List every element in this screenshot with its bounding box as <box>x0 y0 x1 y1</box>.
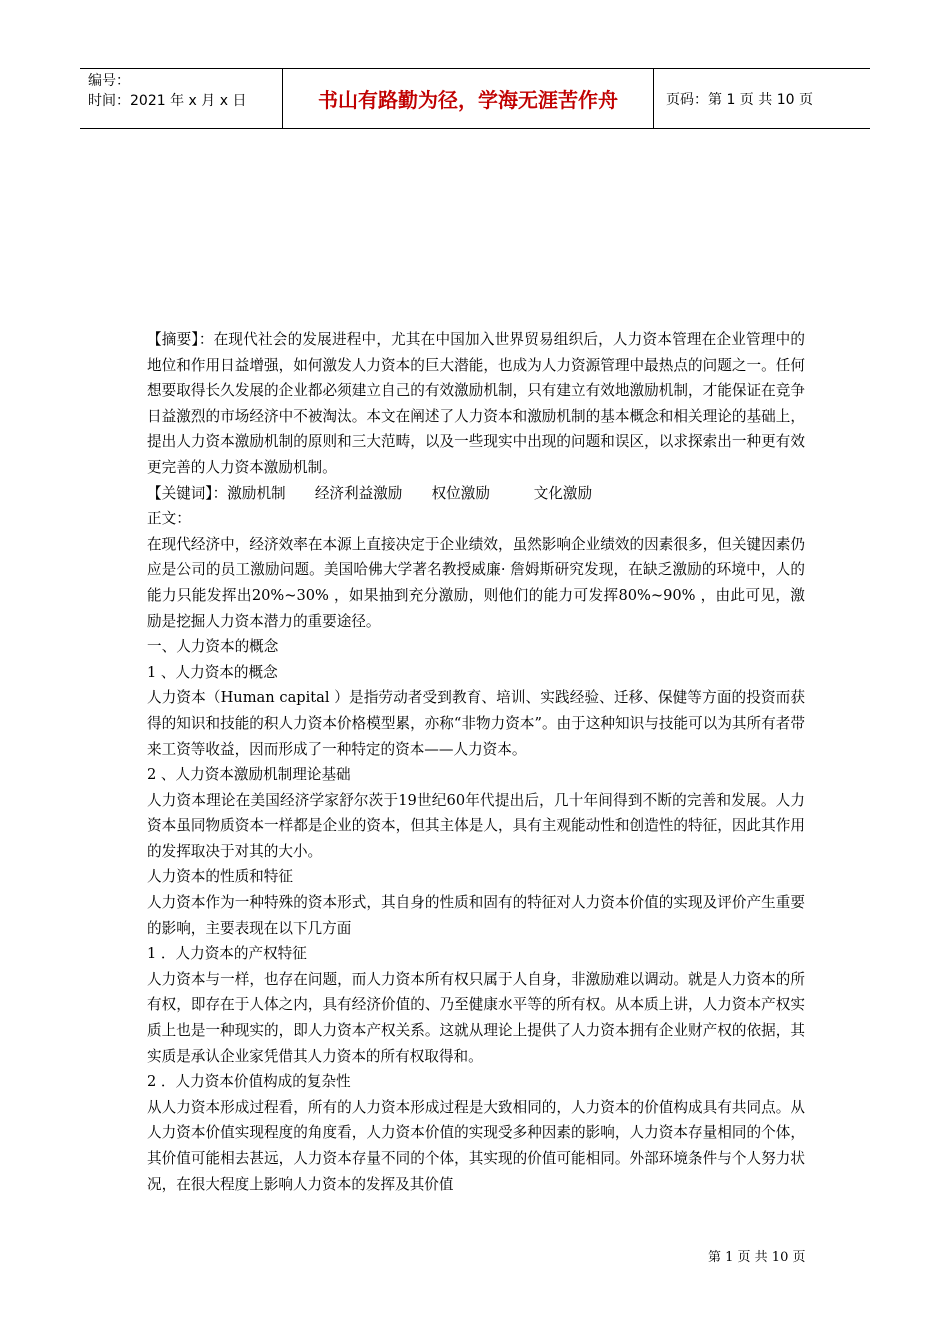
body-paragraph: 人力资本理论在美国经济学家舒尔茨于19世纪60年代提出后，几十年间得到不断的完善和发展。人力资本虽同物质资本一样都是企业的资本，但其主体是人，具有主观能动性和创造性的特征，因此其作用的发挥取决于对其的大小。 <box>147 791 805 860</box>
subsection-heading: 1 ．人力资本的产权特征 <box>147 945 307 963</box>
abstract-paragraph: 【摘要】：在现代社会的发展进程中，尤其在中国加入世界贸易组织后，人力资本管理在企业管理中的地位和作用日益增强，如何激发人力资本的巨大潜能，也成为人力资源管理中最热点的问题之一。任何想要取得长久发展的企业都必须建立自己的有效激励机制，只有建立有效地激励机制，才能保证在竞争日益激烈的市场经济中不被淘汰。本文在阐述了人力资本和激励机制的基本概念和相关理论的基础上，提出人力资本激励机制的原则和三大范畴，以及一些现实中出现的问题和误区，以求探索出一种更有效更完善的人力资本激励机制。 <box>147 331 805 476</box>
header-meta <box>80 69 282 128</box>
body-paragraph: 人力资本与一样，也存在问题，而人力资本所有权只属于人自身，非激励难以调动。就是人力资本的所有权，即存在于人体之内，具有经济价值的、乃至健康水平等的所有权。从本质上讲，人力资本产权实质上也是一种现实的，即人力资本产权关系。这就从理论上提供了人力资本拥有企业财产权的依据，其实质是承认企业家凭借其人力资本的所有权取得和。 <box>147 970 805 1065</box>
header-motto: 书山有路勤为径，学海无涯苦作舟 <box>282 69 654 128</box>
keywords-line: 【关键词】：激励机制 经济利益激励 权位激励 文化激励 <box>147 484 593 502</box>
body-paragraph: 从人力资本形成过程看，所有的人力资本形成过程是大致相同的，人力资本的价值构成具有共同点。从人力资本价值实现程度的角度看，人力资本价值的实现受多种因素的影响，人力资本存量相同的个体，其价值可能相去甚远，人力资本存量不同的个体，其实现的价值可能相同。外部环境条件与个人努力状况，在很大程度上影响人力资本的发挥及其价值 <box>147 1098 805 1193</box>
body-paragraph: 人力资本作为一种特殊的资本形式，其自身的性质和固有的特征对人力资本价值的实现及评价产生重要的影响，主要表现在以下几方面 <box>147 894 805 937</box>
document-body <box>147 327 805 1197</box>
header-page-info: 页码：第 1 页 共 10 页 <box>666 91 813 108</box>
body-label: 正文： <box>147 510 191 528</box>
subsection-heading: 1 、人力资本的概念 <box>147 663 278 681</box>
subsection-heading: 2 ．人力资本价值构成的复杂性 <box>147 1073 351 1091</box>
subsection-heading: 人力资本的性质和特征 <box>147 868 293 886</box>
body-paragraph: 人力资本（Human capital ）是指劳动者受到教育、培训、实践经验、迁移、保健等方面的投资而获得的知识和技能的积人力资本价格模型累，亦称“非物力资本”。由于这种知识与技能可以为其所有者带来工资等收益，因而形成了一种特定的资本——人力资本。 <box>147 689 805 758</box>
body-paragraph: 在现代经济中，经济效率在本源上直接决定于企业绩效，虽然影响企业绩效的因素很多，但关键因素仍应是公司的员工激励问题。美国哈佛大学著名教授威廉· 詹姆斯研究发现，在缺乏激励的环境中，人的能力只能发挥出20%~30% ，如果抽到充分激励，则他们的能力可发挥80%~90% ，由此可见，激励是挖掘人力资本潜力的重要途径。 <box>147 535 805 630</box>
document-date: 时间：2021 年 x 月 x 日 <box>88 93 247 109</box>
page-footer: 第 1 页 共 10 页 <box>708 1250 806 1265</box>
subsection-heading: 2 、人力资本激励机制理论基础 <box>147 766 351 784</box>
document-number-label: 编号： <box>88 73 130 89</box>
section-heading: 一、人力资本的概念 <box>147 638 279 656</box>
page-header <box>80 68 870 129</box>
